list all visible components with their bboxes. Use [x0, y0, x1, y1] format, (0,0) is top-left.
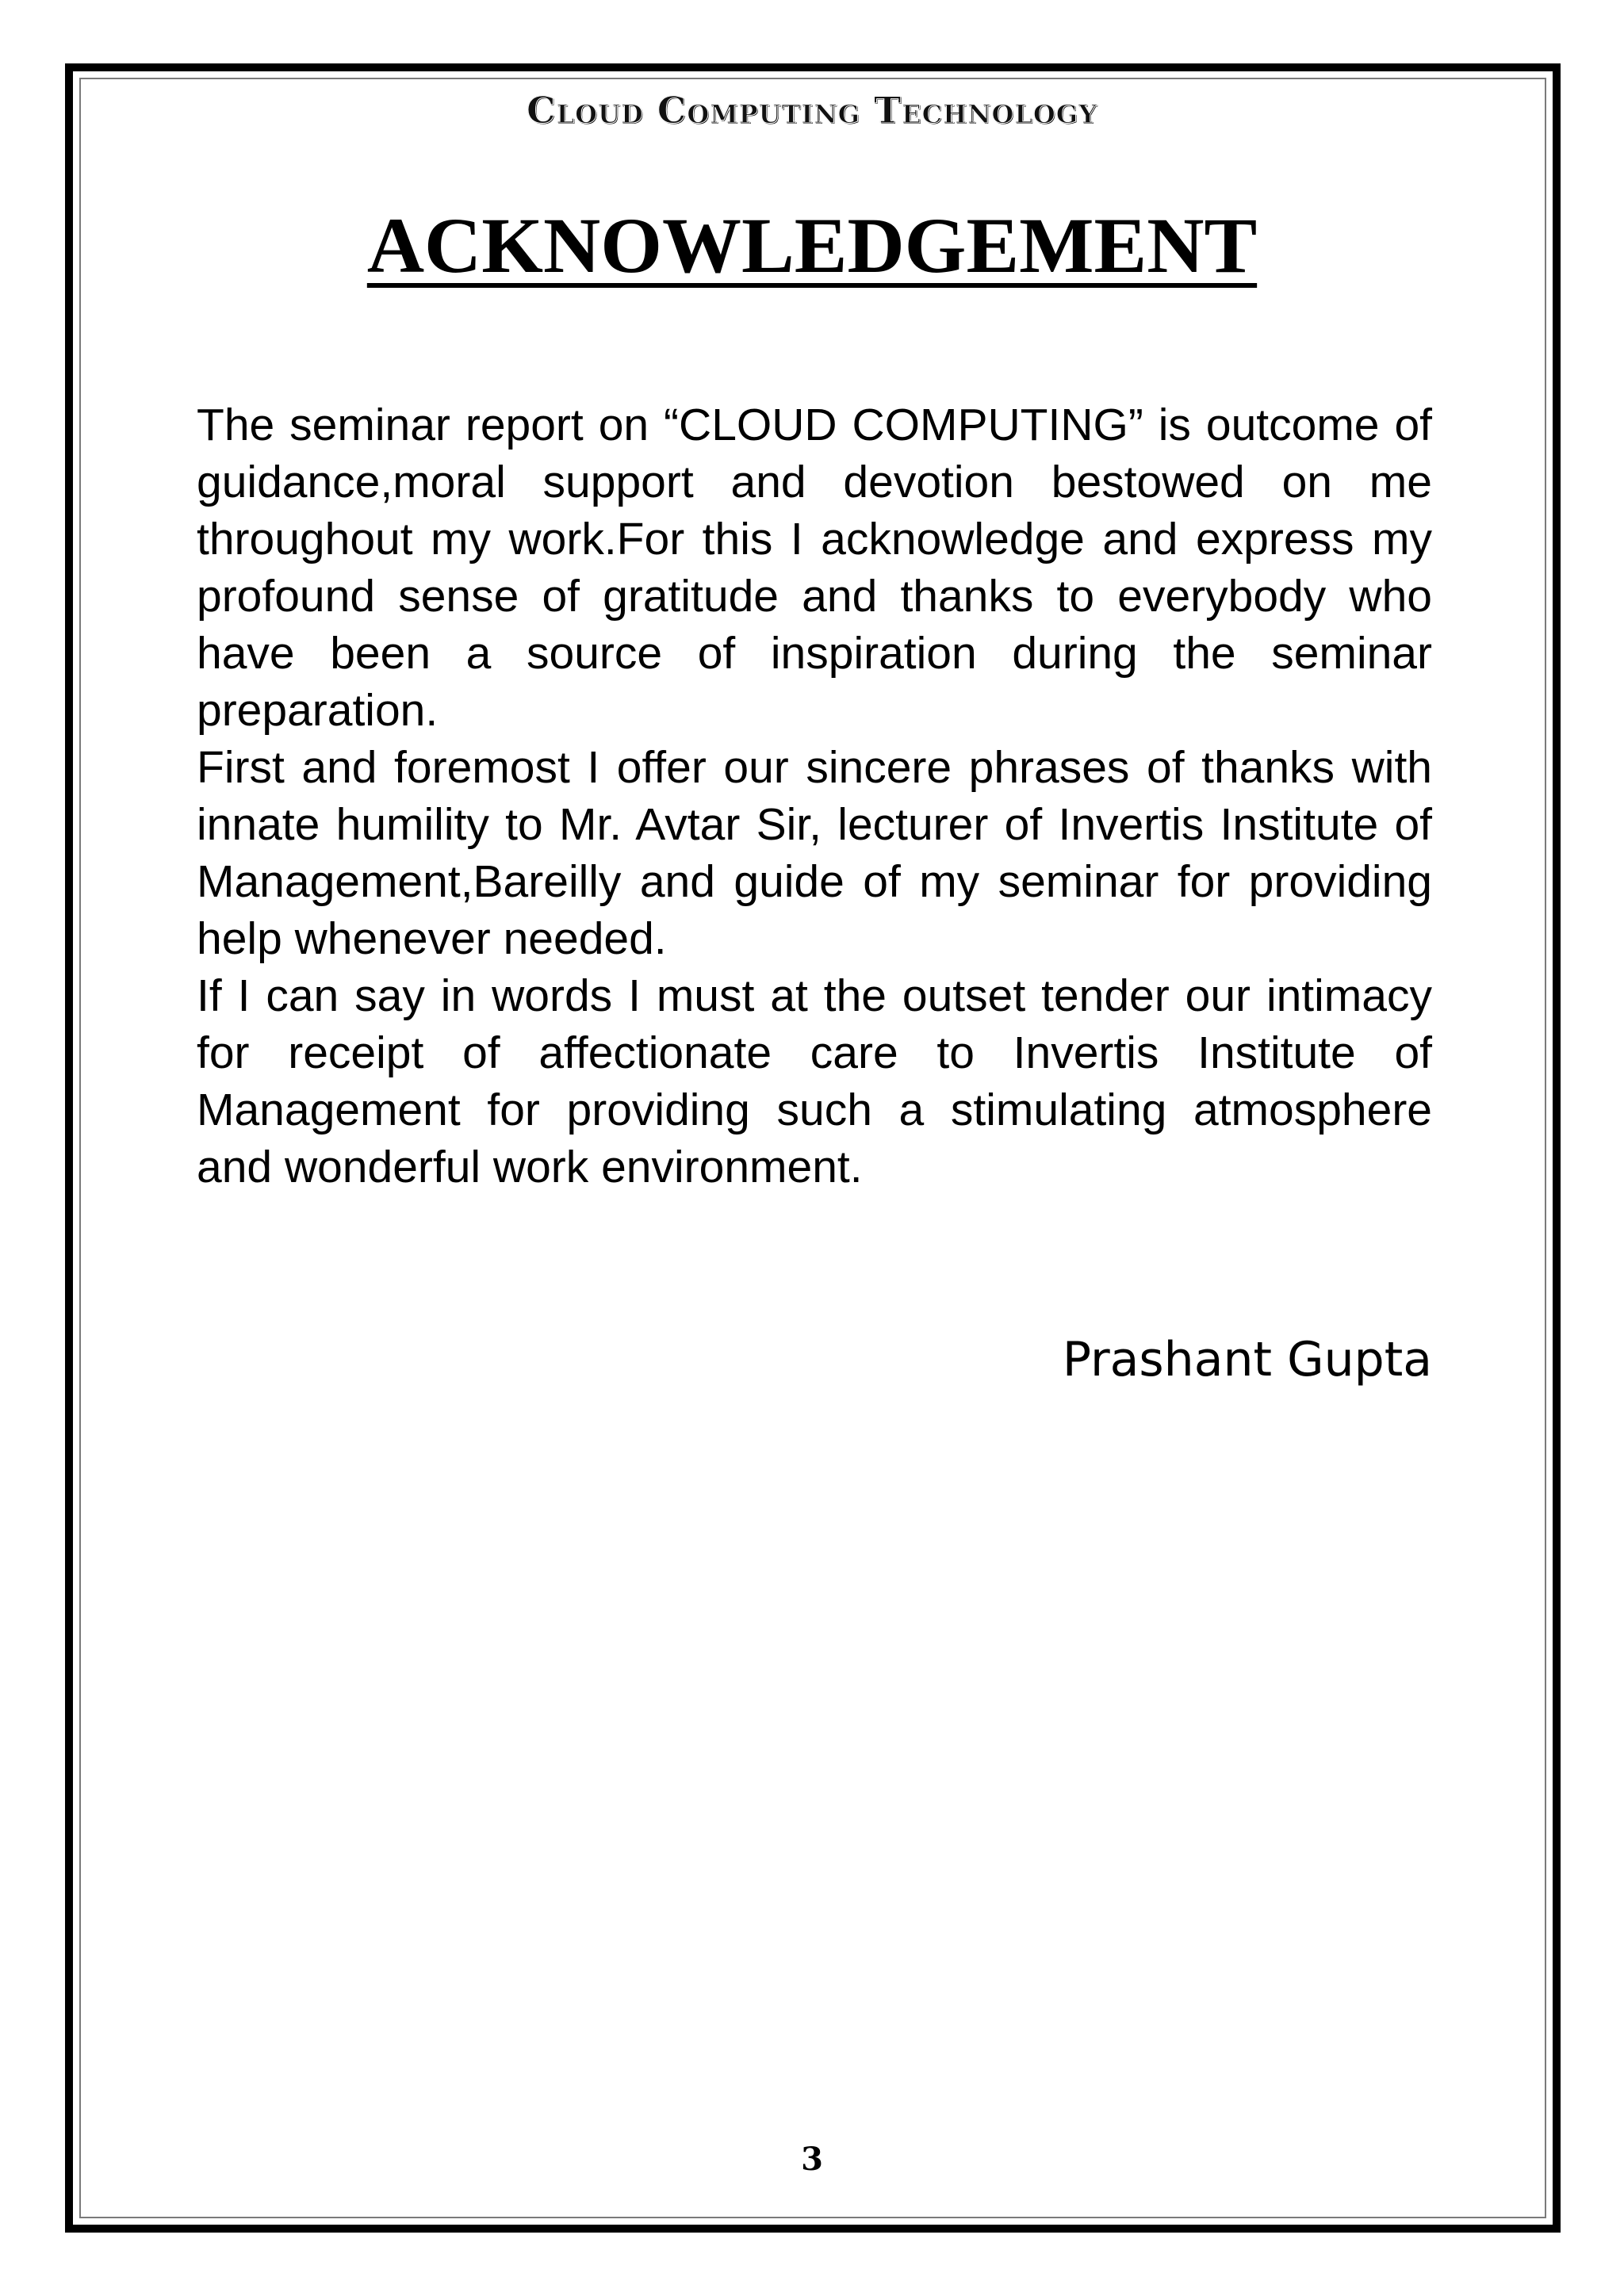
paragraph-2: First and foremost I offer our sincere phrases of thanks with innate humility to Mr. Avtar Sir, lecturer of Invertis Institute of Management,Bareilly and guide of my seminar for providing help whenever needed.	[197, 742, 1432, 964]
paragraph-3: If I can say in words I must at the outset tender our intimacy for receipt of affectionate care to Invertis Institute of Management for providing such a stimulating atmosphere and wonderful work environment.	[197, 970, 1432, 1192]
page-title	[0, 198, 1624, 293]
acknowledgement-body	[197, 396, 1432, 1196]
page-number: 3	[801, 2141, 823, 2178]
page-title-text: ACKNOWLEDGEMENT	[366, 201, 1258, 289]
author-signature: Prashant Gupta	[1062, 1332, 1432, 1387]
running-header: Cloud Computing Technology	[527, 89, 1097, 132]
paragraph-1: The seminar report on “CLOUD COMPUTING” is outcome of guidance,moral support and devotion bestowed on me throughout my work.For this I acknowledge and express my profound sense of gratitude and thanks to everybody who have been a source of inspiration during the seminar preparation.	[197, 400, 1432, 736]
